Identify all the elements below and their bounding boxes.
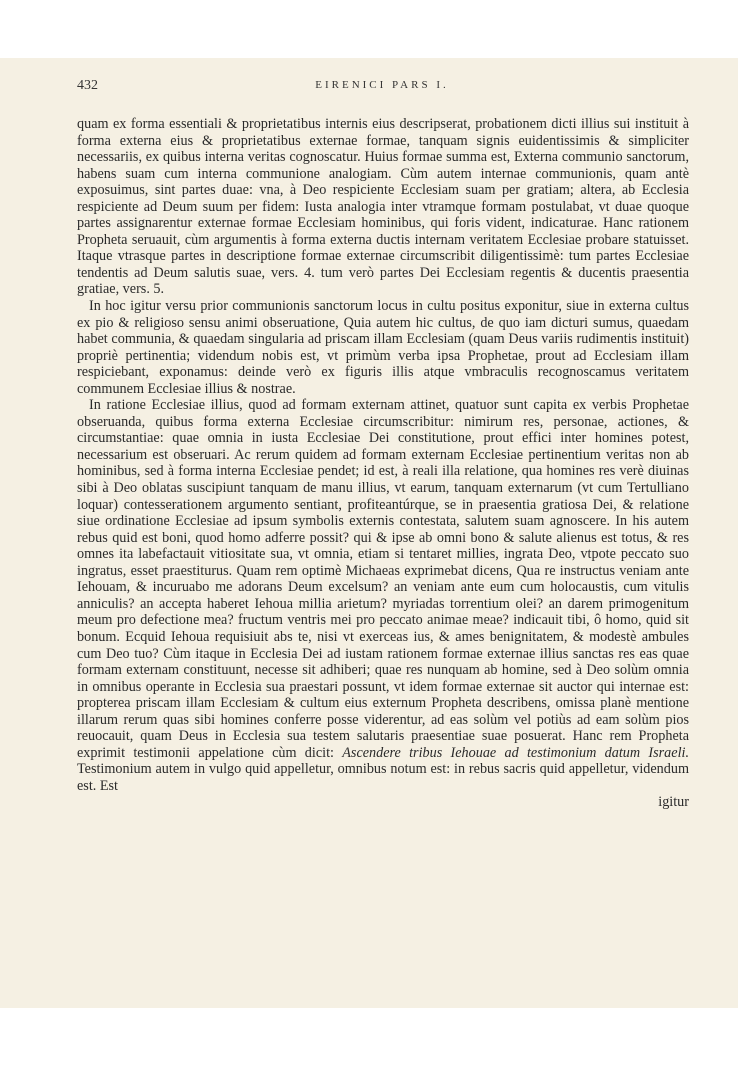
page-number: 432 — [77, 78, 98, 93]
running-head: EIRENICI PARS I. — [315, 79, 449, 91]
scripture-quote: Ascendere tribus Iehouae ad testimonium datum Israeli. — [342, 744, 689, 761]
catchword: igitur — [658, 794, 689, 811]
paragraph-3-text: In ratione Ecclesiae illius, quod ad formam externam attinet, quatuor sunt capita ex verbis Prophetae obseruanda, quibus forma externa Ecclesiae circumscribitur: nimirum res, personae, actiones, & circumstantiae: quae omnia in iusta Ecclesiae Dei constitutione, prout effici inter homines potest, necessarium est obseruari. Ac rerum quidem ad formam externam Ecclesiae pertinentium veritas non ab hominibus, sed à forma interna Ecclesiae pendet; id est, à reali illa relatione, qua homines res verè diuinas sibi à Deo oblatas suscipiunt tanquam de manu illius, vt earum, tanquam externarum (vt cum Tertulliano loquar) contesserationem argumento sentiant, profiteantúrque, se in praesentia gratiosa Dei, & relatione siue ordinatione Ecclesiae ad ipsum symbolis externis contestata, salutem suam agnoscere. In his autem rebus quid est boni, quod homo adferre possit? qui & ipse ab omni bono & salute alienus est totus, & res omnes ita labefactauit vitiositate sua, vt omnia, etiam si tentaret millies, ingrata Deo, vtpote peccato suo ingratus, esset praestiturus. Quam rem optimè Michaeas exprimebat dicens, Qua re instructus veniam ante Iehouam, & incuruabo me adorans Deum excelsum? an veniam ante eum cum holocaustis, cum vitulis anniculis? an accepta haberet Iehoua millia arietum? myriadas torrentium olei? an darem primogenitum meum pro defectione mea? fructum ventris mei pro peccato animae meae? indicauit tibi, ô homo, quid sit bonum. Ecquid Iehoua requisiuit abs te, nisi vt exerceas ius, & ames benignitatem, & modestè ambules cum Deo tuo? Cùm itaque in Ecclesia Dei ad iustam rationem formae externae illius sanctas res eas quae formam externam constituunt, necesse sit adhiberi; quae res nunquam ab homine, sed à Deo solùm omnia in omnibus operante in Ecclesia sua praestari possunt, vt idem formae externae sit auctor qui internae est: propterea priscam illam Ecclesiam & cultum eius externum Propheta describens, omissa planè mentione illarum rerum quas sibi homines conferre posse viderentur, ad eas solùm vel potiùs ad eam solùm pios reuocauit, quam Deus in Ecclesia sua testem salutaris praesentiae suae posuerat. Hanc rem Propheta exprimit testimonii appelatione cùm dicit: — [77, 397, 689, 761]
paragraph-3-continuation: Testimonium autem in vulgo quid appelletur, omnibus notum est: in rebus sacris quid appelletur, videndum est. Est — [77, 761, 689, 794]
body-text — [77, 116, 689, 811]
paragraph-3 — [77, 397, 689, 811]
page-header — [77, 78, 687, 98]
paragraph-2: In hoc igitur versu prior communionis sanctorum locus in cultu positus exponitur, siue in externa cultus ex pio & religioso sensu animi obseruatione, Quia autem hic cultus, de quo iam dicturi sumus, quaedam habet communia, & quaedam singularia ad priscam illam Ecclesiam (quam Deus variis rudimentis instituit) propriè pertinentia; videndum nobis est, vt primùm verba ipsa Prophetae, prout ad Ecclesiam illam respiciebant, exponamus: deinde verò ex figuris illis atque vmbraculis recognoscamus veritatem communem Ecclesiae illius & nostrae. — [77, 298, 689, 397]
page — [0, 58, 738, 1008]
paragraph-1: quam ex forma essentiali & proprietatibus internis eius descripserat, probationem dicti illius sui instituit à forma externa eius & proprietatibus externae formae, tanquam signis euidentissimis & simpliciter necessariis, ex quibus interna veritas cognoscatur. Huius formae summa est, Externa communio sanctorum, habens suam cum interna communione analogiam. Cùm autem internae communionis, quam antè exposuimus, sint partes duae: vna, à Deo respiciente Ecclesiam suam per gratiam; altera, ab Ecclesia respiciente ad Deum suum per fidem: Iusta analogia inter vtramque formam postulabat, vt duae quoque partes assignarentur externae formae Ecclesiam hominibus, qui foris vident, indicaturae. Hanc rationem Propheta seruauit, cùm argumentis à forma externa ductis internam veritatem Ecclesiae probare statuisset. Itaque vtrasque partes in descriptione formae externae circumscribit diligentissimè: tum partes Ecclesiae tendentis ad Deum salutis suae, vers. 4. tum verò partes Dei Ecclesiam regentis & ducentis praesentia gratiae, vers. 5. — [77, 116, 689, 298]
